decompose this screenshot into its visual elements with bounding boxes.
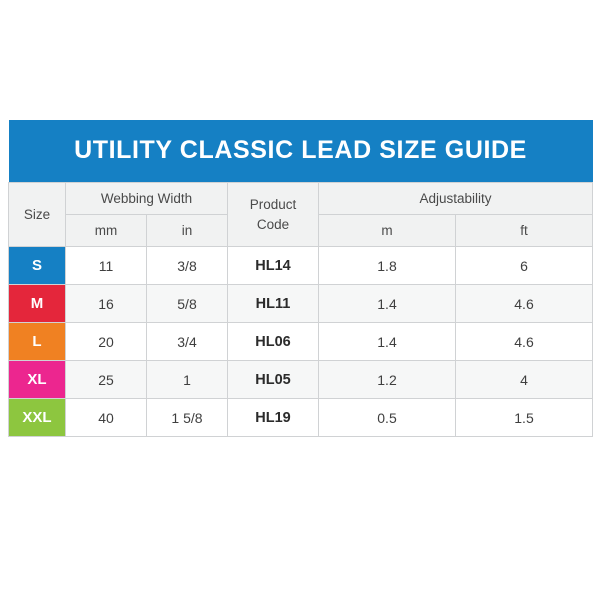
cell-in: 1 5/8 (147, 399, 228, 437)
cell-mm: 11 (66, 247, 147, 285)
cell-product-code: HL05 (228, 361, 319, 399)
cell-in: 3/4 (147, 323, 228, 361)
cell-product-code: HL19 (228, 399, 319, 437)
header-size: Size (9, 183, 66, 247)
cell-m: 1.8 (319, 247, 456, 285)
header-mm: mm (66, 215, 147, 247)
cell-ft: 4 (456, 361, 593, 399)
table-header-row-1 (9, 183, 593, 215)
header-product-code-line2: Code (256, 216, 290, 232)
cell-product-code: HL11 (228, 285, 319, 323)
cell-ft: 4.6 (456, 323, 593, 361)
table-row (9, 323, 593, 361)
cell-m: 1.4 (319, 285, 456, 323)
cell-product-code: HL14 (228, 247, 319, 285)
table-row (9, 247, 593, 285)
header-m: m (319, 215, 456, 247)
header-ft: ft (456, 215, 593, 247)
header-product-code (228, 183, 319, 247)
size-badge: XL (9, 361, 66, 399)
table-row (9, 361, 593, 399)
cell-mm: 25 (66, 361, 147, 399)
cell-ft: 6 (456, 247, 593, 285)
cell-mm: 16 (66, 285, 147, 323)
header-adjustability: Adjustability (319, 183, 593, 215)
header-product-code-line1: Product (249, 196, 297, 212)
cell-in: 5/8 (147, 285, 228, 323)
cell-m: 0.5 (319, 399, 456, 437)
size-badge: M (9, 285, 66, 323)
cell-m: 1.2 (319, 361, 456, 399)
cell-ft: 1.5 (456, 399, 593, 437)
cell-m: 1.4 (319, 323, 456, 361)
header-webbing-width: Webbing Width (66, 183, 228, 215)
cell-in: 3/8 (147, 247, 228, 285)
size-badge: L (9, 323, 66, 361)
size-guide-table (8, 120, 593, 437)
page-title: UTILITY CLASSIC LEAD SIZE GUIDE (9, 120, 593, 183)
table-title-row (9, 120, 593, 183)
cell-mm: 20 (66, 323, 147, 361)
cell-mm: 40 (66, 399, 147, 437)
cell-ft: 4.6 (456, 285, 593, 323)
header-in: in (147, 215, 228, 247)
size-badge: XXL (9, 399, 66, 437)
cell-product-code: HL06 (228, 323, 319, 361)
table-row (9, 399, 593, 437)
size-guide-table-container (8, 120, 592, 437)
table-row (9, 285, 593, 323)
cell-in: 1 (147, 361, 228, 399)
size-badge: S (9, 247, 66, 285)
